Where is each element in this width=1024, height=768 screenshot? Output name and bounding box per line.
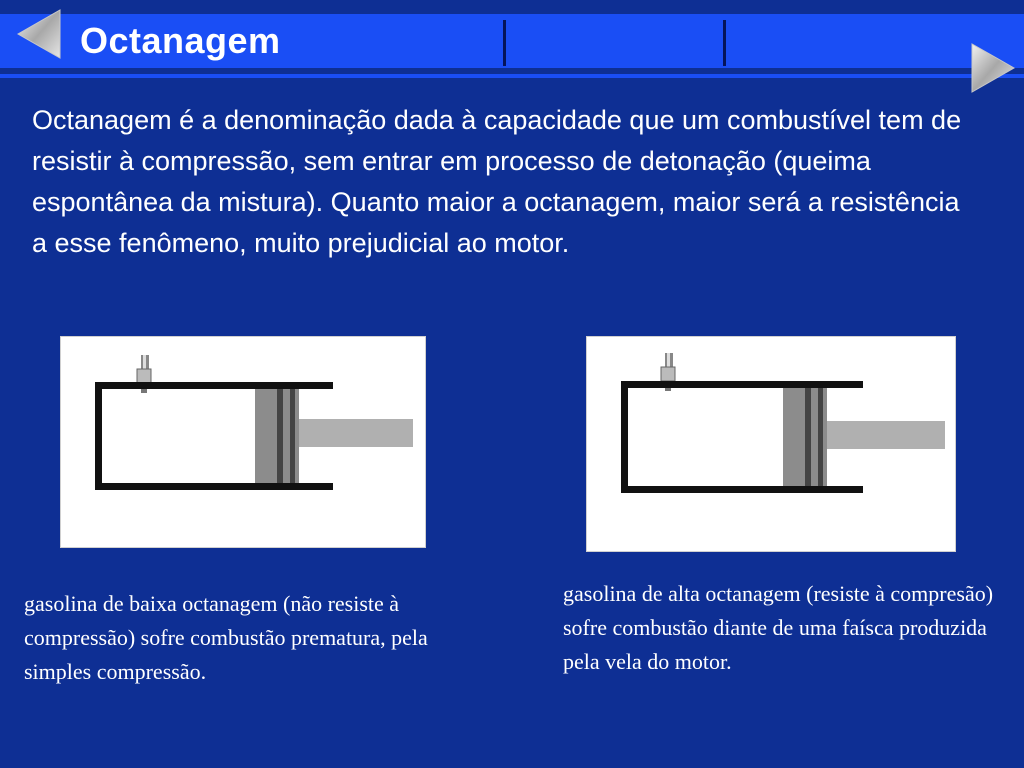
title-separator-left	[503, 20, 506, 66]
forward-button[interactable]	[968, 42, 1018, 99]
low-octane-diagram	[60, 336, 426, 548]
low-octane-caption: gasolina de baixa octanagem (não resiste à compressão) sofre combustão prematura, pela simples compressão.	[24, 591, 428, 684]
cylinder-piston-diagram-high	[587, 337, 955, 551]
high-octane-diagram	[586, 336, 956, 552]
octane-definition-text: Octanagem é a denominação dada à capacidade que um combustível tem de resistir à compressão, sem entrar em processo de detonação (queima espontânea da mistura). Quanto maior a octanagem, maior será a resistência a esse fenômeno, muito prejudicial ao motor.	[32, 105, 962, 258]
cylinder-piston-diagram-low	[61, 337, 425, 547]
page-title: Octanagem	[80, 20, 281, 61]
right-arrow-icon	[968, 42, 1018, 94]
high-octane-caption: gasolina de alta octanagem (resiste à compresão) sofre combustão diante de uma faísca produzida pela vela do motor.	[563, 581, 994, 674]
left-arrow-icon	[14, 8, 64, 60]
back-button[interactable]	[14, 8, 64, 65]
title-separator-right	[723, 20, 726, 66]
